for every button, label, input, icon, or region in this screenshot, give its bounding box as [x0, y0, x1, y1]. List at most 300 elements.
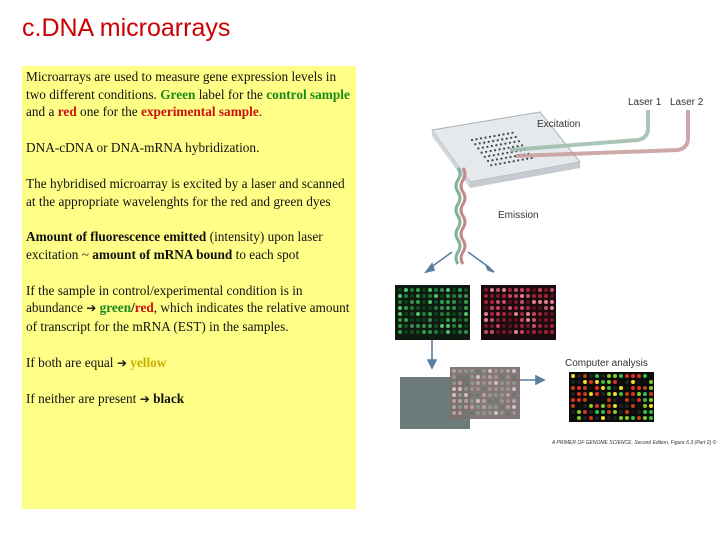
array-spot — [482, 375, 486, 379]
slide-spot — [479, 142, 481, 144]
array-spot — [488, 405, 492, 409]
array-spot — [512, 369, 516, 373]
array-spot — [526, 288, 530, 292]
array-spot — [512, 387, 516, 391]
array-spot — [434, 330, 438, 334]
array-spot — [643, 404, 647, 408]
figure-credit: A PRIMER OF GENOME SCIENCE, Second Edition, Figure 6.3 (Part 2) © — [552, 440, 717, 446]
slide-spot — [502, 153, 504, 155]
array-spot — [619, 380, 623, 384]
slide-spot — [497, 139, 499, 141]
array-spot — [601, 404, 605, 408]
array-spot — [571, 416, 575, 420]
array-spot — [434, 312, 438, 316]
array-spot — [476, 375, 480, 379]
array-spot — [625, 374, 629, 378]
array-spot — [502, 324, 506, 328]
array-spot — [446, 312, 450, 316]
array-spot — [476, 393, 480, 397]
array-spot — [452, 411, 456, 415]
array-spot — [589, 374, 593, 378]
array-spot — [544, 306, 548, 310]
array-spot — [416, 318, 420, 322]
array-spot — [508, 330, 512, 334]
array-spot — [526, 294, 530, 298]
array-spot — [494, 399, 498, 403]
array-spot — [520, 312, 524, 316]
slide-spot — [511, 132, 513, 134]
array-spot — [601, 374, 605, 378]
array-spot — [637, 386, 641, 390]
array-spot — [506, 399, 510, 403]
array-spot — [440, 330, 444, 334]
array-spot — [577, 374, 581, 378]
array-spot — [613, 374, 617, 378]
array-spot — [544, 318, 548, 322]
array-spot — [476, 405, 480, 409]
arrow-right-icon: ➔ — [139, 392, 150, 407]
array-spot — [458, 288, 462, 292]
array-spot — [532, 318, 536, 322]
array-spot — [643, 380, 647, 384]
array-spot — [643, 398, 647, 402]
array-spot — [571, 374, 575, 378]
slide-spot — [471, 139, 473, 141]
array-spot — [571, 392, 575, 396]
array-spot — [488, 381, 492, 385]
array-spot — [464, 324, 468, 328]
array-spot — [514, 318, 518, 322]
array-spot — [422, 318, 426, 322]
array-spot — [577, 386, 581, 390]
slide-spot — [513, 160, 515, 162]
slide-spot — [509, 142, 511, 144]
array-spot — [508, 312, 512, 316]
slide-spot — [510, 137, 512, 139]
laser-1-label: Laser 1 — [628, 97, 662, 108]
array-spot — [538, 330, 542, 334]
array-spot — [631, 374, 635, 378]
slide-spot — [475, 138, 477, 140]
array-spot — [476, 381, 480, 385]
array-spot — [452, 300, 456, 304]
slide-spot — [486, 146, 488, 148]
slide-spot — [506, 152, 508, 154]
array-spot — [506, 405, 510, 409]
array-spot — [490, 324, 494, 328]
array-spot — [502, 306, 506, 310]
array-spot — [595, 416, 599, 420]
array-spot — [502, 318, 506, 322]
green-label-word: Green — [160, 86, 196, 102]
array-spot — [619, 374, 623, 378]
array-spot — [589, 416, 593, 420]
array-spot — [484, 318, 488, 322]
array-spot — [410, 324, 414, 328]
array-spot — [452, 405, 456, 409]
array-spot — [496, 294, 500, 298]
array-spot — [589, 380, 593, 384]
array-spot — [446, 330, 450, 334]
array-spot — [476, 411, 480, 415]
array-spot — [440, 324, 444, 328]
array-spot — [520, 288, 524, 292]
array-spot — [595, 398, 599, 402]
array-spot — [526, 300, 530, 304]
array-spot — [416, 330, 420, 334]
array-spot — [589, 392, 593, 396]
array-spot — [619, 398, 623, 402]
array-spot — [520, 300, 524, 304]
array-spot — [500, 381, 504, 385]
arrow-right-icon: ➔ — [86, 301, 97, 316]
array-spot — [532, 312, 536, 316]
excitation-label: Excitation — [537, 119, 581, 130]
array-spot — [508, 324, 512, 328]
array-spot — [500, 369, 504, 373]
array-spot — [526, 324, 530, 328]
array-spot — [440, 294, 444, 298]
array-spot — [506, 381, 510, 385]
array-spot — [532, 330, 536, 334]
array-spot — [514, 330, 518, 334]
array-spot — [532, 324, 536, 328]
array-spot — [538, 306, 542, 310]
array-spot — [625, 392, 629, 396]
slide-spot — [526, 158, 528, 160]
array-spot — [637, 374, 641, 378]
array-spot — [488, 387, 492, 391]
slide-spot — [496, 158, 498, 160]
array-spot — [625, 410, 629, 414]
array-spot — [532, 300, 536, 304]
array-spot — [607, 416, 611, 420]
array-spot — [613, 380, 617, 384]
array-spot — [643, 416, 647, 420]
array-spot — [571, 386, 575, 390]
array-spot — [496, 288, 500, 292]
slide-spot — [517, 159, 519, 161]
slide-spot — [500, 143, 502, 145]
array-spot — [440, 312, 444, 316]
array-spot — [458, 318, 462, 322]
array-spot — [464, 369, 468, 373]
slide-spot — [480, 137, 482, 139]
array-spot — [464, 306, 468, 310]
array-spot — [506, 387, 510, 391]
array-spot — [488, 393, 492, 397]
array-spot — [446, 288, 450, 292]
slide-spot — [485, 151, 487, 153]
array-spot — [464, 375, 468, 379]
array-spot — [452, 369, 456, 373]
array-spot — [512, 375, 516, 379]
slide-spot — [488, 155, 490, 157]
array-spot — [484, 294, 488, 298]
array-spot — [613, 392, 617, 396]
array-spot — [526, 306, 530, 310]
slide-spot — [477, 147, 479, 149]
array-spot — [398, 294, 402, 298]
array-spot — [458, 411, 462, 415]
slide-spot — [506, 138, 508, 140]
array-spot — [488, 375, 492, 379]
paragraph-abundance: If the sample in control/experimental condition is in abundance ➔ green/red, which indicates the relative amount of transcript for the mRNA (EST) in the samples. — [26, 282, 350, 335]
array-spot — [550, 324, 554, 328]
array-spot — [637, 416, 641, 420]
emission-wave-red — [461, 168, 465, 264]
array-spot — [446, 294, 450, 298]
array-spot — [452, 324, 456, 328]
array-spot — [583, 410, 587, 414]
array-spot — [464, 381, 468, 385]
array-spot — [434, 306, 438, 310]
array-spot — [577, 416, 581, 420]
array-spot — [577, 410, 581, 414]
array-spot — [649, 416, 653, 420]
slide-title: c.DNA microarrays — [22, 14, 231, 42]
slide-spot — [498, 134, 500, 136]
array-spot — [643, 374, 647, 378]
array-spot — [496, 330, 500, 334]
array-spot — [538, 288, 542, 292]
array-spot — [490, 312, 494, 316]
array-spot — [464, 411, 468, 415]
array-spot — [470, 405, 474, 409]
array-spot — [470, 381, 474, 385]
array-spot — [494, 381, 498, 385]
array-spot — [589, 386, 593, 390]
array-spot — [422, 306, 426, 310]
array-spot — [494, 405, 498, 409]
experimental-sample-text: experimental sample — [140, 104, 259, 120]
array-spot — [410, 306, 414, 310]
array-spot — [538, 318, 542, 322]
array-spot — [452, 375, 456, 379]
array-spot — [428, 294, 432, 298]
array-spot — [512, 399, 516, 403]
slide-spot — [505, 157, 507, 159]
array-spot — [452, 387, 456, 391]
array-spot — [637, 380, 641, 384]
array-spot — [601, 386, 605, 390]
array-spot — [428, 318, 432, 322]
slide-spot — [515, 136, 517, 138]
array-spot — [404, 306, 408, 310]
array-spot — [502, 312, 506, 316]
array-spot — [649, 374, 653, 378]
array-spot — [490, 306, 494, 310]
array-spot — [452, 330, 456, 334]
array-spot — [520, 330, 524, 334]
array-spot — [452, 381, 456, 385]
array-spot — [482, 411, 486, 415]
array-spot — [410, 312, 414, 316]
array-spot — [613, 416, 617, 420]
array-spot — [446, 318, 450, 322]
slide-spot — [518, 140, 520, 142]
array-spot — [458, 294, 462, 298]
array-spot — [404, 300, 408, 304]
slide-spot — [504, 162, 506, 164]
array-spot — [440, 288, 444, 292]
paragraph-neither: If neither are present ➔ black — [26, 391, 185, 407]
array-spot — [404, 324, 408, 328]
slide-spot — [499, 163, 501, 165]
array-spot — [502, 300, 506, 304]
paragraph-fluorescence: Amount of fluorescence emitted (intensity) upon laser excitation ~ amount of mRNA bound to each spot — [26, 229, 323, 262]
array-spot — [416, 324, 420, 328]
array-spot — [446, 324, 450, 328]
array-spot — [550, 294, 554, 298]
array-spot — [434, 324, 438, 328]
array-spot — [514, 294, 518, 298]
array-spot — [500, 387, 504, 391]
array-spot — [583, 404, 587, 408]
paragraph-equal: If both are equal ➔ yellow — [26, 354, 167, 370]
slide-spot — [483, 142, 485, 144]
array-spot — [550, 330, 554, 334]
array-spot — [607, 410, 611, 414]
array-spot — [484, 300, 488, 304]
array-spot — [508, 294, 512, 298]
array-spot — [500, 399, 504, 403]
array-spot — [514, 288, 518, 292]
array-spot — [583, 416, 587, 420]
array-spot — [607, 392, 611, 396]
array-spot — [607, 398, 611, 402]
array-spot — [514, 324, 518, 328]
array-spot — [496, 318, 500, 322]
array-spot — [583, 392, 587, 396]
slide-spot — [488, 141, 490, 143]
array-spot — [631, 392, 635, 396]
array-spot — [428, 312, 432, 316]
array-spot — [416, 306, 420, 310]
array-spot — [428, 288, 432, 292]
array-spot — [488, 411, 492, 415]
array-spot — [583, 380, 587, 384]
array-spot — [550, 318, 554, 322]
array-spot — [482, 399, 486, 403]
array-spot — [625, 380, 629, 384]
array-spot — [526, 330, 530, 334]
slide-spot — [502, 133, 504, 135]
array-spot — [514, 306, 518, 310]
array-spot — [613, 398, 617, 402]
array-spot — [619, 392, 623, 396]
array-spot — [398, 300, 402, 304]
array-spot — [500, 411, 504, 415]
array-spot — [589, 404, 593, 408]
array-spot — [490, 330, 494, 334]
array-spot — [422, 300, 426, 304]
slide-spot — [484, 156, 486, 158]
array-spot — [514, 300, 518, 304]
array-spot — [625, 386, 629, 390]
slide-spot — [481, 152, 483, 154]
array-spot — [649, 398, 653, 402]
array-spot — [595, 386, 599, 390]
slide-spot — [490, 164, 492, 166]
array-spot — [398, 288, 402, 292]
array-spot — [506, 393, 510, 397]
array-spot — [577, 404, 581, 408]
array-spot — [595, 374, 599, 378]
arrow-right-icon: ➔ — [116, 355, 127, 370]
slide-spot — [492, 140, 494, 142]
microarray-diagram — [370, 80, 720, 460]
array-spot — [619, 416, 623, 420]
slide-spot — [503, 148, 505, 150]
array-spot — [452, 294, 456, 298]
array-spot — [601, 416, 605, 420]
array-spot — [484, 312, 488, 316]
array-spot — [643, 386, 647, 390]
array-spot — [452, 399, 456, 403]
array-spot — [410, 318, 414, 322]
array-spot — [496, 300, 500, 304]
slide-spot — [500, 158, 502, 160]
array-spot — [470, 393, 474, 397]
array-spot — [550, 306, 554, 310]
array-spot — [649, 386, 653, 390]
array-spot — [571, 410, 575, 414]
array-spot — [398, 330, 402, 334]
array-spot — [458, 300, 462, 304]
array-spot — [428, 330, 432, 334]
array-spot — [452, 306, 456, 310]
array-spot — [484, 288, 488, 292]
emission-wave-green — [456, 168, 460, 264]
array-spot — [404, 288, 408, 292]
array-spot — [601, 398, 605, 402]
array-spot — [496, 312, 500, 316]
laser-2-label: Laser 2 — [670, 97, 704, 108]
array-spot — [464, 393, 468, 397]
array-spot — [470, 369, 474, 373]
array-spot — [625, 398, 629, 402]
array-spot — [544, 324, 548, 328]
slide-spot — [522, 159, 524, 161]
array-spot — [637, 410, 641, 414]
array-spot — [631, 398, 635, 402]
array-spot — [508, 306, 512, 310]
array-spot — [458, 306, 462, 310]
composite-scan — [569, 372, 654, 422]
array-spot — [595, 410, 599, 414]
array-spot — [410, 300, 414, 304]
array-spot — [577, 398, 581, 402]
array-spot — [631, 386, 635, 390]
array-spot — [500, 375, 504, 379]
array-spot — [452, 312, 456, 316]
slide-spot — [495, 144, 497, 146]
array-spot — [631, 380, 635, 384]
array-spot — [422, 330, 426, 334]
array-spot — [464, 288, 468, 292]
array-spot — [532, 294, 536, 298]
array-spot — [502, 294, 506, 298]
array-spot — [434, 288, 438, 292]
array-spot — [488, 369, 492, 373]
array-spot — [452, 393, 456, 397]
slide-spot — [493, 154, 495, 156]
slide-spot — [504, 143, 506, 145]
array-spot — [464, 387, 468, 391]
array-spot — [470, 411, 474, 415]
array-spot — [613, 404, 617, 408]
